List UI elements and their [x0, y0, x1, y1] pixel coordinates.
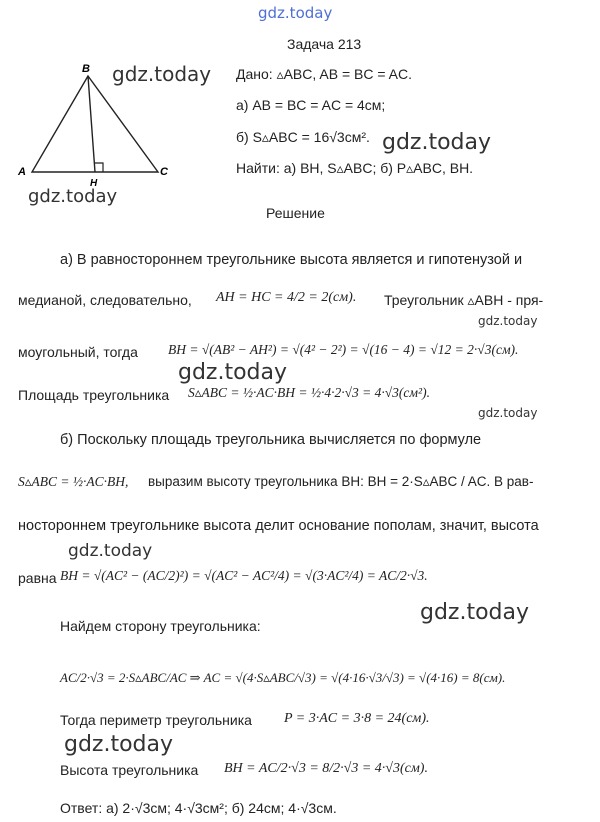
formula-area-general: S▵ABC = ½·AC·BH, [18, 474, 129, 489]
watermark: gdz.today [68, 541, 153, 561]
formula-bh-pythagoras: BH = √(AB² − AH²) = √(4² − 2²) = √(16 − 4) = √12 = 2·√3(см). [168, 342, 519, 357]
right-angle-mark [95, 163, 103, 172]
formula-height: BH = AC/2·√3 = 8/2·√3 = 4·√3(см). [224, 761, 428, 776]
paragraph-a-line-3-text: моугольный, тогда [18, 344, 138, 360]
given-b: б) S▵ABC = 16√3см². [236, 129, 370, 145]
find-side-text: Найдем сторону треугольника: [60, 618, 261, 634]
given-statement: Дано: ▵ABC, AB = BC = AC. [236, 66, 412, 82]
paragraph-b-line-3: ностороннем треугольнике высота делит основание пополам, значит, высота [18, 518, 539, 534]
triangle-abc [32, 76, 158, 172]
vertex-label-b: B [82, 63, 90, 75]
watermark: gdz.today [28, 186, 118, 207]
height-text: Высота треугольника [60, 762, 199, 778]
given-a: а) AB = BC = AC = 4см; [236, 97, 386, 113]
answer-line: Ответ: а) 2·√3см; 4·√3см²; б) 24см; 4·√3см. [60, 800, 337, 816]
watermark: gdz.today [478, 314, 538, 328]
watermark-top: gdz.today [258, 4, 333, 22]
watermark: gdz.today [478, 406, 538, 420]
paragraph-a-line-2-text: медианой, следовательно, [18, 292, 192, 308]
watermark: gdz.today [382, 130, 492, 155]
watermark: gdz.today [64, 732, 174, 757]
solution-heading: Решение [266, 205, 325, 221]
paragraph-a-line-2-end: Треугольник ▵ABH - пря- [384, 292, 544, 308]
perimeter-text: Тогда периметр треугольника [60, 712, 252, 728]
paragraph-b-line-4-text: равна [18, 570, 57, 586]
altitude-bh [88, 76, 95, 172]
vertex-label-a: A [18, 166, 26, 178]
vertex-label-c: C [160, 166, 168, 178]
point-label-h: H [90, 178, 98, 189]
paragraph-a-line-4-text: Площадь треугольника [18, 387, 170, 403]
find-statement: Найти: а) BH, S▵ABC; б) P▵ABC, BH. [236, 160, 474, 176]
paragraph-a-line-1: а) В равностороннем треугольнике высота является и гипотенузой и [60, 252, 523, 268]
watermark: gdz.today [420, 600, 530, 625]
triangle-figure [10, 60, 180, 190]
problem-title: Задача 213 [287, 36, 362, 52]
formula-ah-hc: AH = HC = 4/2 = 2(см). [216, 290, 357, 305]
formula-side-ac: AC/2·√3 = 2·S▵ABC/AC ⇒ AC = √(4·S▵ABC/√3) = √(4·16·√3/√3) = √(4·16) = 8(см). [60, 670, 506, 685]
formula-perimeter: P = 3·AC = 3·8 = 24(см). [284, 711, 430, 726]
formula-area: S▵ABC = ½·AC·BH = ½·4·2·√3 = 4·√3(см²). [188, 385, 430, 400]
watermark: gdz.today [112, 62, 212, 86]
formula-bh-derivation: BH = √(AC² − (AC/2)²) = √(AC² − AC²/4) = √(3·AC²/4) = AC/2·√3. [60, 568, 428, 583]
paragraph-b-line-1: б) Поскольку площадь треугольника вычисляется по формуле [60, 432, 482, 448]
paragraph-b-line-2: выразим высоту треугольника BH: BH = 2·S▵ABC / AC. В рав- [148, 474, 534, 489]
watermark: gdz.today [178, 360, 288, 385]
